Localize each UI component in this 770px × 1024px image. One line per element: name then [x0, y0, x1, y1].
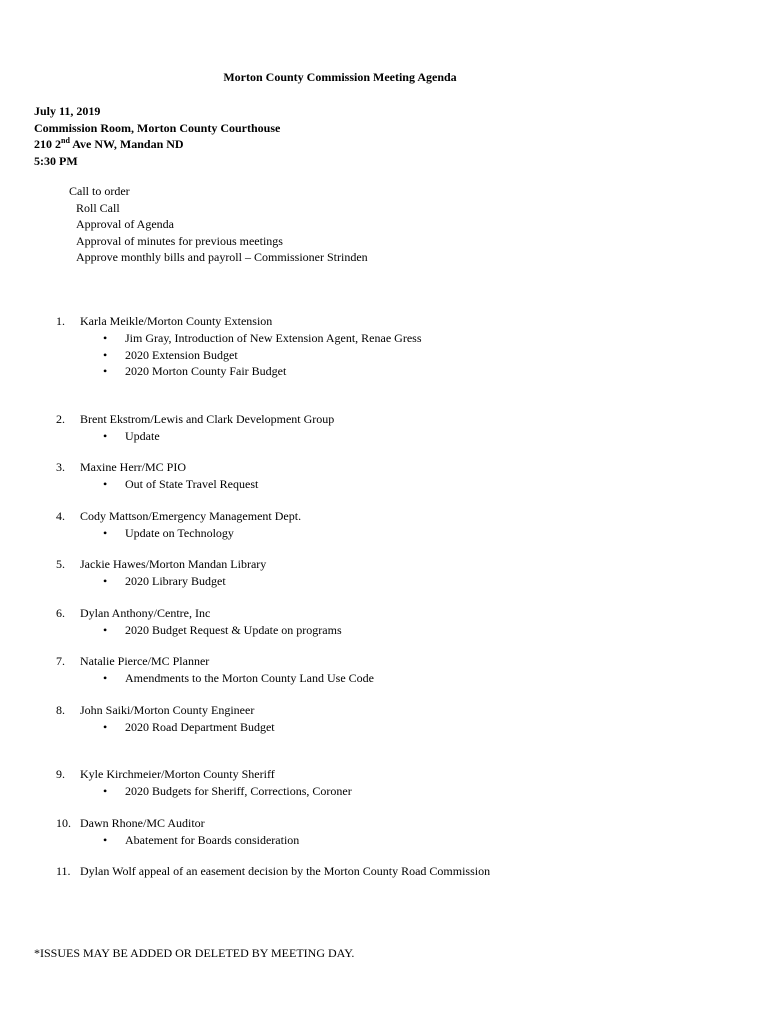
agenda-bullet-text: Jim Gray, Introduction of New Extension Agent, Renae Gress [125, 331, 422, 345]
agenda-item-title: Dylan Anthony/Centre, Inc [80, 605, 211, 620]
agenda-item [0, 815, 770, 849]
agenda-item-title: Cody Mattson/Emergency Management Dept. [80, 508, 302, 523]
bullet-dot-icon: • [103, 477, 108, 491]
agenda-item [0, 766, 770, 800]
agenda-bullet [0, 525, 770, 542]
agenda-item [0, 653, 770, 687]
page-title: Morton County Commission Meeting Agenda [223, 70, 457, 84]
bullet-dot-icon: • [103, 784, 108, 798]
bullet-dot-icon: • [103, 574, 108, 588]
agenda-bullet [0, 573, 770, 590]
agenda-item [0, 459, 770, 493]
agenda-item-heading [0, 702, 770, 719]
address-street: Ave NW, Mandan ND [69, 137, 184, 151]
agenda-item-heading [0, 459, 770, 476]
agenda-item-title: Kyle Kirchmeier/Morton County Sheriff [80, 767, 275, 781]
agenda-item-heading [0, 508, 770, 525]
agenda-bullet-text: 2020 Budget Request & Update on programs [125, 622, 342, 637]
agenda-bullet-text: 2020 Extension Budget [125, 347, 238, 362]
bullet-dot-icon: • [103, 347, 108, 362]
agenda-item-heading [0, 815, 770, 832]
agenda-item [0, 702, 770, 736]
agenda-bullet-text: 2020 Budgets for Sheriff, Corrections, Coroner [125, 784, 352, 798]
agenda-item-heading [0, 653, 770, 670]
agenda-bullet [0, 347, 770, 364]
bullet-dot-icon: • [103, 331, 108, 345]
meeting-header [34, 103, 280, 169]
opening-section [69, 183, 368, 266]
bullet-dot-icon: • [103, 525, 108, 540]
opening-line: Roll Call [76, 200, 120, 215]
agenda-item-title: John Saiki/Morton County Engineer [80, 702, 255, 717]
agenda-bullet-text: Update [125, 428, 160, 443]
agenda-bullet-text: Update on Technology [125, 525, 234, 540]
agenda-item-heading [0, 605, 770, 622]
agenda-item-number: 7. [56, 654, 65, 668]
agenda-bullet [0, 783, 770, 800]
agenda-bullet [0, 330, 770, 347]
agenda-item-title: Dylan Wolf appeal of an easement decision by the Morton County Road Commission [80, 864, 491, 878]
agenda-bullet-text: Out of State Travel Request [125, 477, 259, 491]
agenda-item-title: Maxine Herr/MC PIO [80, 460, 186, 474]
agenda-item-number: 8. [56, 702, 65, 717]
agenda-bullet-text: 2020 Road Department Budget [125, 719, 275, 734]
agenda-bullet [0, 719, 770, 736]
bullet-dot-icon: • [103, 428, 108, 443]
agenda-item-heading [0, 313, 770, 330]
bullet-dot-icon: • [103, 832, 108, 847]
agenda-item [0, 556, 770, 590]
bullet-dot-icon: • [103, 671, 108, 685]
meeting-address [34, 136, 280, 153]
agenda-bullet [0, 622, 770, 639]
bullet-dot-icon: • [103, 364, 108, 378]
agenda-item [0, 313, 770, 380]
agenda-item-number: 4. [56, 508, 65, 523]
agenda-bullet [0, 428, 770, 445]
address-number: 210 2 [34, 137, 61, 151]
address-suffix: nd [61, 136, 70, 145]
agenda-bullet [0, 832, 770, 849]
agenda-item-number: 11. [56, 864, 71, 878]
agenda-item-heading [0, 766, 770, 783]
agenda-item [0, 863, 770, 880]
opening-line: Approval of Agenda [76, 217, 174, 231]
agenda-bullet-text: Abatement for Boards consideration [125, 832, 300, 847]
call-to-order: Call to order [69, 184, 130, 198]
agenda-bullet-text: Amendments to the Morton County Land Use Code [125, 671, 374, 685]
meeting-time: 5:30 PM [34, 153, 78, 168]
bullet-dot-icon: • [103, 622, 108, 637]
agenda-item [0, 605, 770, 639]
agenda-bullet-text: 2020 Library Budget [125, 574, 226, 588]
agenda-bullet [0, 476, 770, 493]
agenda-item-title: Jackie Hawes/Morton Mandan Library [80, 557, 267, 571]
agenda-item [0, 411, 770, 445]
agenda-item-title: Dawn Rhone/MC Auditor [80, 815, 205, 830]
agenda-bullet [0, 363, 770, 380]
agenda-item-number: 9. [56, 767, 65, 781]
agenda-item-heading [0, 863, 770, 880]
agenda-item-title: Karla Meikle/Morton County Extension [80, 314, 273, 328]
agenda-bullet-text: 2020 Morton County Fair Budget [125, 364, 287, 378]
meeting-date: July 11, 2019 [34, 104, 101, 118]
agenda-item-number: 2. [56, 411, 65, 426]
agenda-item-heading [0, 556, 770, 573]
footer-note: *ISSUES MAY BE ADDED OR DELETED BY MEETING DAY. [34, 946, 355, 960]
agenda-item-number: 10. [56, 815, 71, 830]
agenda-item-heading [0, 411, 770, 428]
agenda-item [0, 508, 770, 542]
agenda-bullet [0, 670, 770, 687]
agenda-item-number: 5. [56, 557, 65, 571]
agenda-item-title: Natalie Pierce/MC Planner [80, 654, 210, 668]
opening-line: Approval of minutes for previous meetings [76, 233, 283, 248]
meeting-location: Commission Room, Morton County Courthouse [34, 120, 281, 135]
agenda-item-number: 1. [56, 314, 65, 328]
bullet-dot-icon: • [103, 719, 108, 734]
agenda-item-number: 3. [56, 460, 65, 474]
agenda-item-number: 6. [56, 605, 65, 620]
agenda-item-title: Brent Ekstrom/Lewis and Clark Development Group [80, 411, 335, 426]
opening-line: Approve monthly bills and payroll – Commissioner Strinden [76, 250, 368, 264]
